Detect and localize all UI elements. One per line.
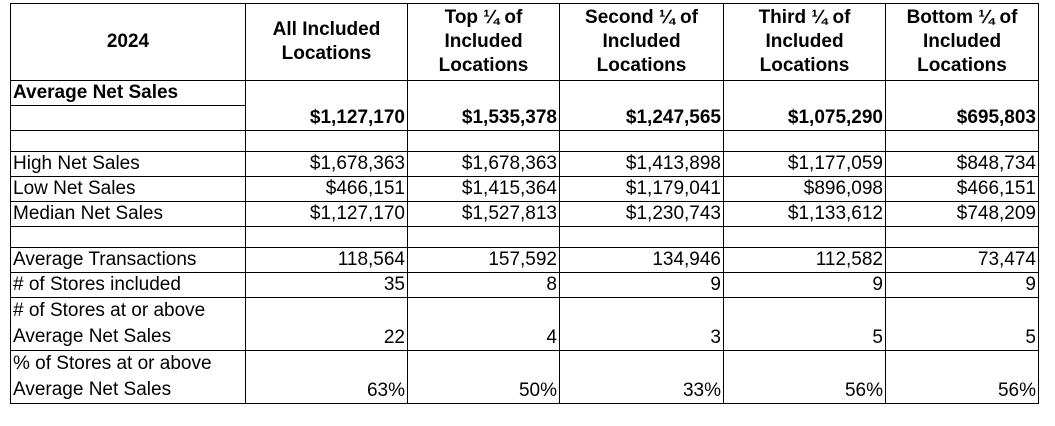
pct-at-or-above-label: % of Stores at or above Average Net Sales — [11, 351, 246, 404]
col-header-third-quarter: Third ¼ of Included Locations — [724, 4, 886, 81]
stores-at-or-above-value: 5 — [724, 298, 886, 351]
avg-net-sales-value: $1,127,170 — [246, 106, 408, 131]
stores-included-label: # of Stores included — [11, 273, 246, 298]
avg-net-sales-value: $1,075,290 — [724, 106, 886, 131]
average-transactions-value: 118,564 — [246, 248, 408, 273]
low-net-sales-value: $1,179,041 — [560, 177, 724, 202]
year-header: 2024 — [11, 4, 246, 81]
average-net-sales-row — [11, 106, 1039, 131]
col-header-second-quarter: Second ¼ of Included Locations — [560, 4, 724, 81]
low-net-sales-row — [11, 177, 1039, 202]
average-net-sales-label: Average Net Sales — [11, 81, 246, 106]
avg-net-sales-value: $1,247,565 — [560, 106, 724, 131]
average-transactions-row — [11, 248, 1039, 273]
col-header-bottom-quarter: Bottom ¼ of Included Locations — [886, 4, 1039, 81]
pct-at-or-above-value: 56% — [724, 351, 886, 404]
col-header-top-quarter: Top ¼ of Included Locations — [408, 4, 560, 81]
spacer-row — [11, 227, 1039, 248]
median-net-sales-label: Median Net Sales — [11, 202, 246, 227]
stores-at-or-above-label: # of Stores at or above Average Net Sales — [11, 298, 246, 351]
average-net-sales-label-row — [11, 81, 1039, 106]
header-row — [11, 4, 1039, 81]
average-transactions-value: 157,592 — [408, 248, 560, 273]
low-net-sales-label: Low Net Sales — [11, 177, 246, 202]
avg-net-sales-value: $1,535,378 — [408, 106, 560, 131]
high-net-sales-label: High Net Sales — [11, 152, 246, 177]
average-transactions-value: 73,474 — [886, 248, 1039, 273]
median-net-sales-value: $1,133,612 — [724, 202, 886, 227]
stores-at-or-above-value: 3 — [560, 298, 724, 351]
low-net-sales-value: $1,415,364 — [408, 177, 560, 202]
median-net-sales-value: $1,230,743 — [560, 202, 724, 227]
stores-at-or-above-value: 5 — [886, 298, 1039, 351]
stores-included-value: 8 — [408, 273, 560, 298]
stores-at-or-above-value: 22 — [246, 298, 408, 351]
median-net-sales-value: $1,127,170 — [246, 202, 408, 227]
stores-at-or-above-row — [11, 298, 1039, 351]
average-transactions-value: 112,582 — [724, 248, 886, 273]
median-net-sales-value: $748,209 — [886, 202, 1039, 227]
low-net-sales-value: $466,151 — [886, 177, 1039, 202]
high-net-sales-row — [11, 152, 1039, 177]
stores-included-value: 9 — [724, 273, 886, 298]
high-net-sales-value: $1,413,898 — [560, 152, 724, 177]
high-net-sales-value: $848,734 — [886, 152, 1039, 177]
median-net-sales-value: $1,527,813 — [408, 202, 560, 227]
pct-at-or-above-value: 63% — [246, 351, 408, 404]
spacer-row — [11, 131, 1039, 152]
stores-included-row — [11, 273, 1039, 298]
low-net-sales-value: $896,098 — [724, 177, 886, 202]
avg-net-sales-value: $695,803 — [886, 106, 1039, 131]
high-net-sales-value: $1,177,059 — [724, 152, 886, 177]
stores-included-value: 35 — [246, 273, 408, 298]
low-net-sales-value: $466,151 — [246, 177, 408, 202]
stores-included-value: 9 — [560, 273, 724, 298]
median-net-sales-row — [11, 202, 1039, 227]
high-net-sales-value: $1,678,363 — [246, 152, 408, 177]
pct-at-or-above-value: 33% — [560, 351, 724, 404]
pct-at-or-above-row — [11, 351, 1039, 404]
stores-at-or-above-value: 4 — [408, 298, 560, 351]
pct-at-or-above-value: 56% — [886, 351, 1039, 404]
col-header-all: All Included Locations — [246, 4, 408, 81]
pct-at-or-above-value: 50% — [408, 351, 560, 404]
average-transactions-label: Average Transactions — [11, 248, 246, 273]
net-sales-table — [10, 3, 1039, 404]
average-transactions-value: 134,946 — [560, 248, 724, 273]
high-net-sales-value: $1,678,363 — [408, 152, 560, 177]
stores-included-value: 9 — [886, 273, 1039, 298]
